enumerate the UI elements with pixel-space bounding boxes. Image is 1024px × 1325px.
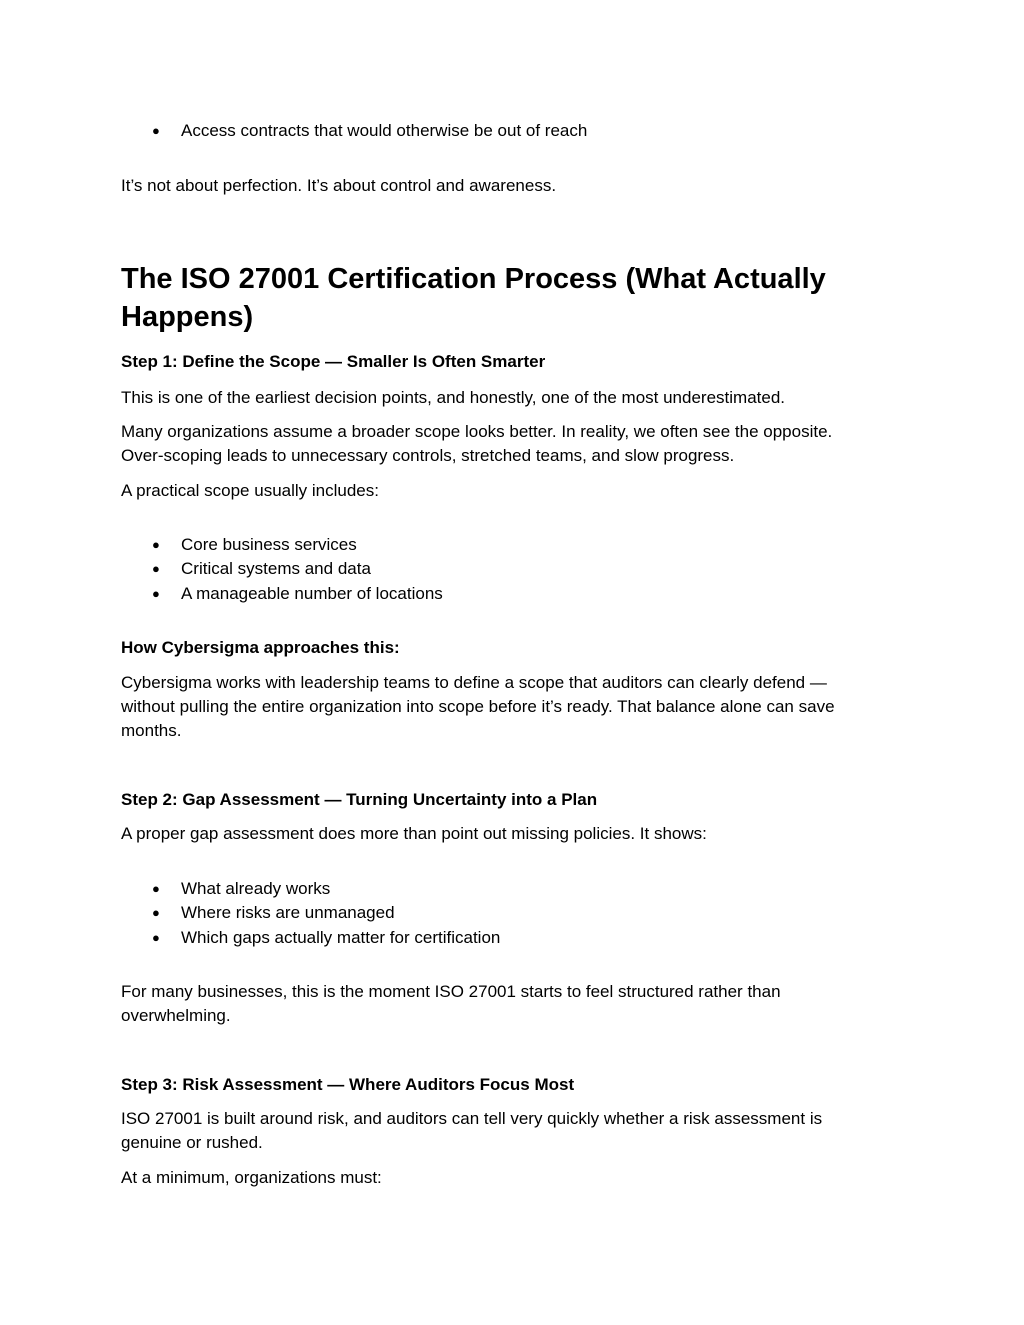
tagline-paragraph: It’s not about perfection. It’s about control and awareness.: [121, 176, 557, 195]
bullet-icon: ●: [152, 537, 160, 552]
step2-paragraph-2-line-1: For many businesses, this is the moment ISO 27001 starts to feel structured rather than: [121, 982, 781, 1001]
bullet-icon: ●: [152, 561, 160, 576]
step2-heading: Step 2: Gap Assessment — Turning Uncertainty into a Plan: [121, 790, 598, 809]
list-item-text: Which gaps actually matter for certification: [181, 928, 501, 947]
bullet-icon: ●: [152, 123, 160, 138]
list-item-text: Access contracts that would otherwise be out of reach: [181, 121, 588, 140]
approach-heading: How Cybersigma approaches this:: [121, 638, 400, 657]
section-title: The ISO 27001 Certification Process (What Actually Happens): [121, 263, 826, 333]
bullet-icon: ●: [152, 905, 160, 920]
step3-paragraph-2: At a minimum, organizations must:: [121, 1168, 382, 1187]
approach-paragraph-line-3: months.: [121, 721, 182, 740]
list-item-text: What already works: [181, 879, 331, 898]
bullet-icon: ●: [152, 930, 160, 945]
step1-paragraph-1: This is one of the earliest decision points, and honestly, one of the most underestimated.: [121, 388, 786, 407]
step1-paragraph-2-line-1: Many organizations assume a broader scope looks better. In reality, we often see the opposite.: [121, 422, 833, 441]
step1-paragraph-2-line-2: Over-scoping leads to unnecessary controls, stretched teams, and slow progress.: [121, 446, 735, 465]
bullet-icon: ●: [152, 586, 160, 601]
list-item-text: Core business services: [181, 535, 357, 554]
step1-paragraph-3: A practical scope usually includes:: [121, 481, 379, 500]
step3-paragraph-1-line-2: genuine or rushed.: [121, 1133, 263, 1152]
list-item-text: Where risks are unmanaged: [181, 903, 395, 922]
step3-paragraph-1-line-1: ISO 27001 is built around risk, and auditors can tell very quickly whether a risk assessment is: [121, 1109, 823, 1128]
step2-paragraph-1: A proper gap assessment does more than point out missing policies. It shows:: [121, 824, 707, 843]
list-item-text: Critical systems and data: [181, 559, 371, 578]
bullet-icon: ●: [152, 881, 160, 896]
step3-heading: Step 3: Risk Assessment — Where Auditors Focus Most: [121, 1075, 575, 1094]
step1-heading: Step 1: Define the Scope — Smaller Is Often Smarter: [121, 352, 546, 371]
approach-paragraph-line-2: without pulling the entire organization into scope before it’s ready. That balance alone can save: [121, 697, 835, 716]
step2-paragraph-2-line-2: overwhelming.: [121, 1006, 231, 1025]
approach-paragraph-line-1: Cybersigma works with leadership teams to define a scope that auditors can clearly defend —: [121, 673, 827, 692]
list-item-text: A manageable number of locations: [181, 584, 443, 603]
